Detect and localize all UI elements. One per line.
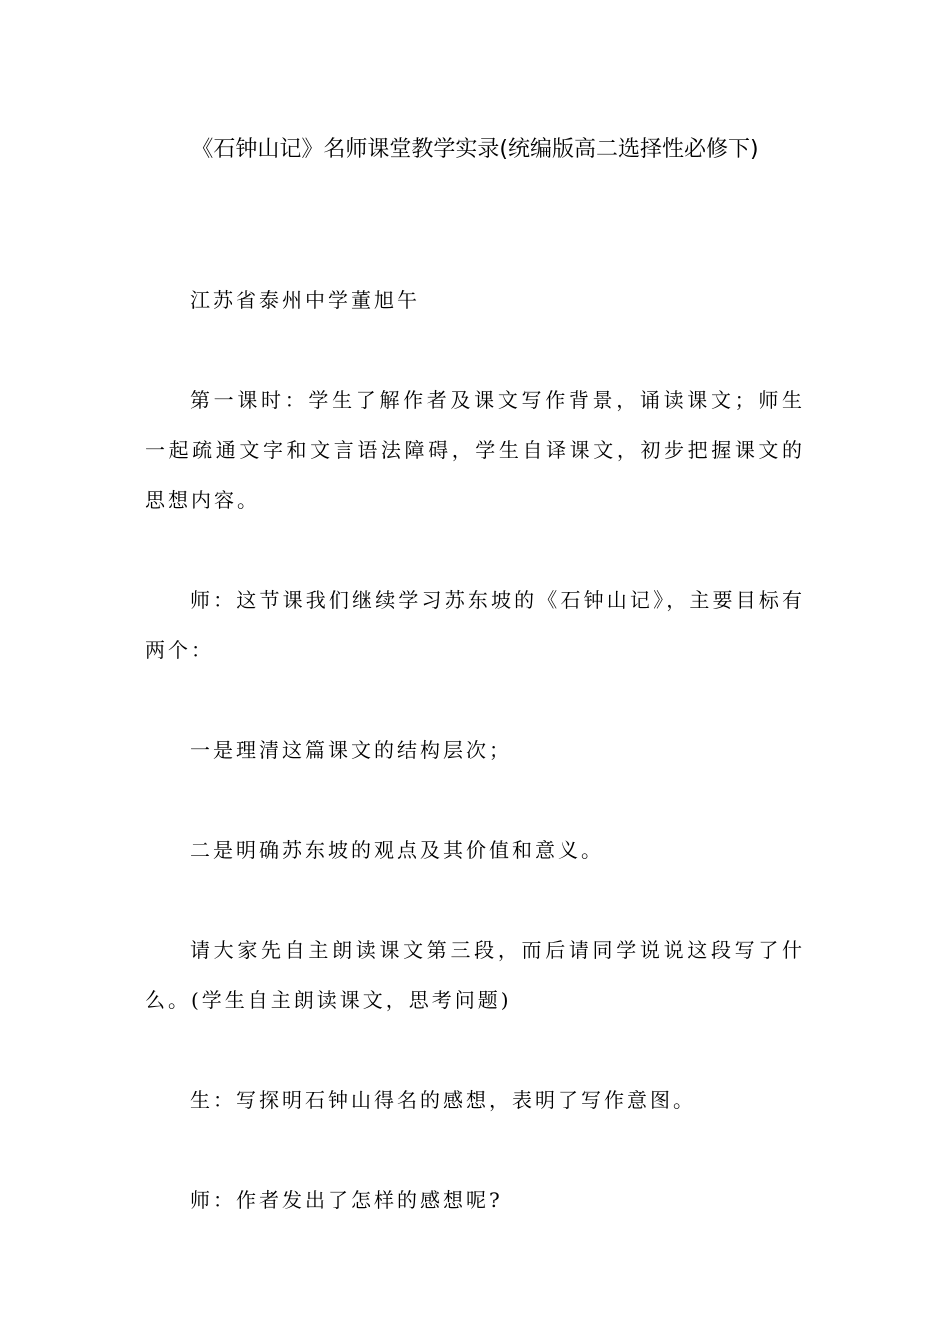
document-title: 《石钟山记》名师课堂教学实录(统编版高二选择性必修下)	[191, 137, 759, 162]
paragraph-goal-two: 二是明确苏东坡的观点及其价值和意义。	[190, 838, 604, 862]
paragraph-teacher-question: 师：作者发出了怎样的感想呢?	[190, 1188, 503, 1212]
paragraph-reading-task: 请大家先自主朗读课文第三段，而后请同学说说这段写了什么。(学生自主朗读课文，思考问题)	[145, 938, 805, 1012]
paragraph-first-lesson: 第一课时：学生了解作者及课文写作背景，诵读课文；师生一起疏通文字和文言语法障碍，学生自译课文，初步把握课文的思想内容。	[145, 388, 805, 512]
author-line: 江苏省泰州中学董旭午	[190, 288, 420, 312]
paragraph-teacher-intro: 师：这节课我们继续学习苏东坡的《石钟山记》，主要目标有两个：	[145, 588, 805, 662]
paragraph-student-answer: 生：写探明石钟山得名的感想，表明了写作意图。	[190, 1088, 696, 1112]
paragraph-goal-one: 一是理清这篇课文的结构层次；	[190, 738, 512, 762]
